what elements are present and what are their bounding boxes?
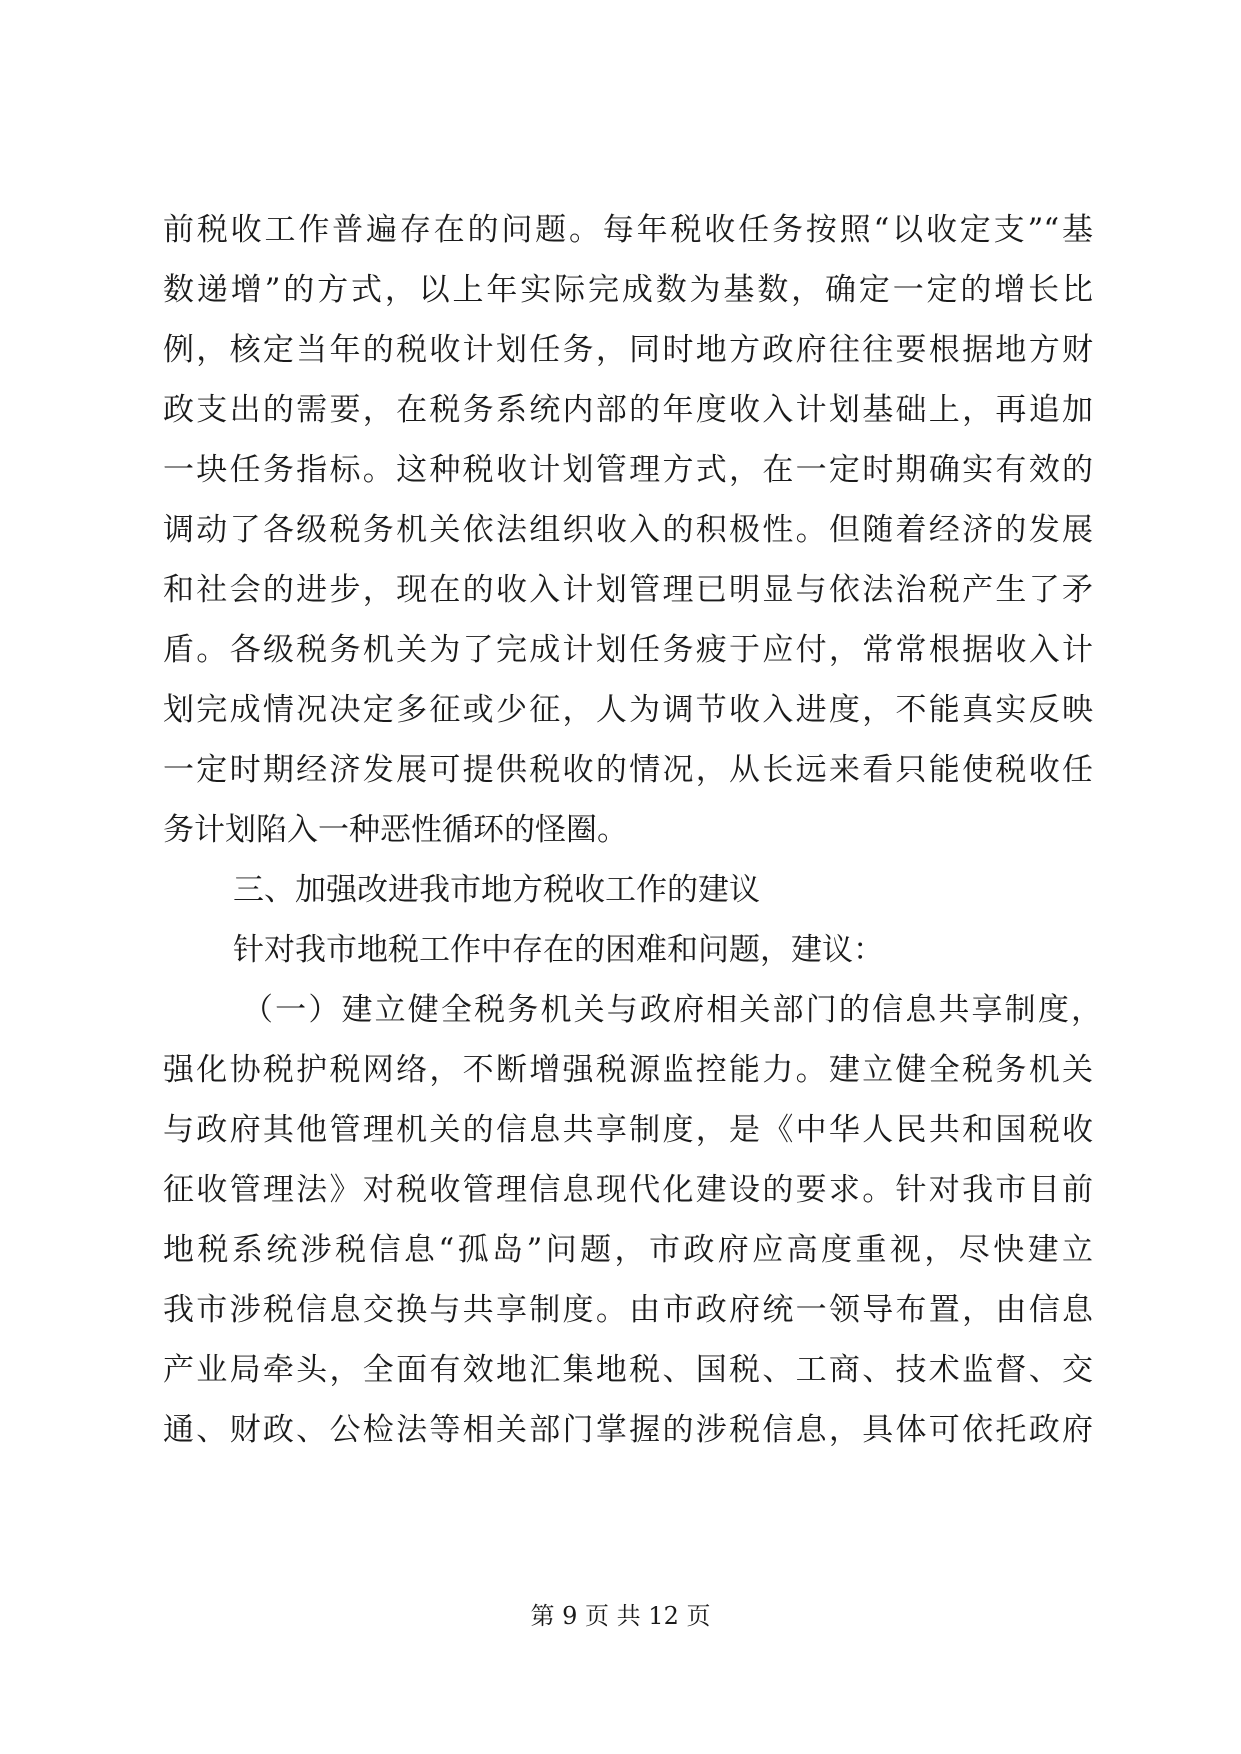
text-line: 征收管理法》对税收管理信息现代化建设的要求。针对我市目前 [163, 1172, 1093, 1208]
text-line: 针对我市地税工作中存在的困难和问题，建议： [233, 932, 884, 968]
text-line: 务计划陷入一种恶性循环的怪圈。 [163, 812, 628, 848]
text-line: 例，核定当年的税收计划任务，同时地方政府往往要根据地方财 [163, 332, 1093, 368]
section-heading: 三、加强改进我市地方税收工作的建议 [233, 872, 760, 908]
page-number: 第 9 页 共 12 页 [530, 1602, 711, 1630]
text-line: 和社会的进步，现在的收入计划管理已明显与依法治税产生了矛 [163, 572, 1093, 608]
text-line: 政支出的需要，在税务系统内部的年度收入计划基础上，再追加 [163, 392, 1093, 428]
text-line: 一块任务指标。这种税收计划管理方式，在一定时期确实有效的 [163, 452, 1093, 488]
text-line: 前税收工作普遍存在的问题。每年税收任务按照“以收定支”“基 [163, 212, 1093, 248]
subsection-heading: （一）建立健全税务机关与政府相关部门的信息共享制度， [242, 992, 1102, 1028]
page-footer [0, 1600, 1241, 1632]
text-line: 强化协税护税网络，不断增强税源监控能力。建立健全税务机关 [163, 1052, 1093, 1088]
text-line: 划完成情况决定多征或少征，人为调节收入进度，不能真实反映 [163, 692, 1093, 728]
text-line: 与政府其他管理机关的信息共享制度，是《中华人民共和国税收 [163, 1112, 1093, 1148]
text-line: 调动了各级税务机关依法组织收入的积极性。但随着经济的发展 [163, 512, 1093, 548]
text-line: 我市涉税信息交换与共享制度。由市政府统一领导布置，由信息 [163, 1292, 1093, 1328]
text-line: 地税系统涉税信息“孤岛”问题，市政府应高度重视，尽快建立 [163, 1232, 1093, 1268]
text-line: 盾。各级税务机关为了完成计划任务疲于应付，常常根据收入计 [163, 632, 1093, 668]
text-line: 数递增”的方式，以上年实际完成数为基数，确定一定的增长比 [163, 272, 1093, 308]
text-line: 一定时期经济发展可提供税收的情况，从长远来看只能使税收任 [163, 752, 1093, 788]
text-line: 产业局牵头，全面有效地汇集地税、国税、工商、技术监督、交 [163, 1352, 1093, 1388]
text-line: 通、财政、公检法等相关部门掌握的涉税信息，具体可依托政府 [163, 1412, 1093, 1448]
